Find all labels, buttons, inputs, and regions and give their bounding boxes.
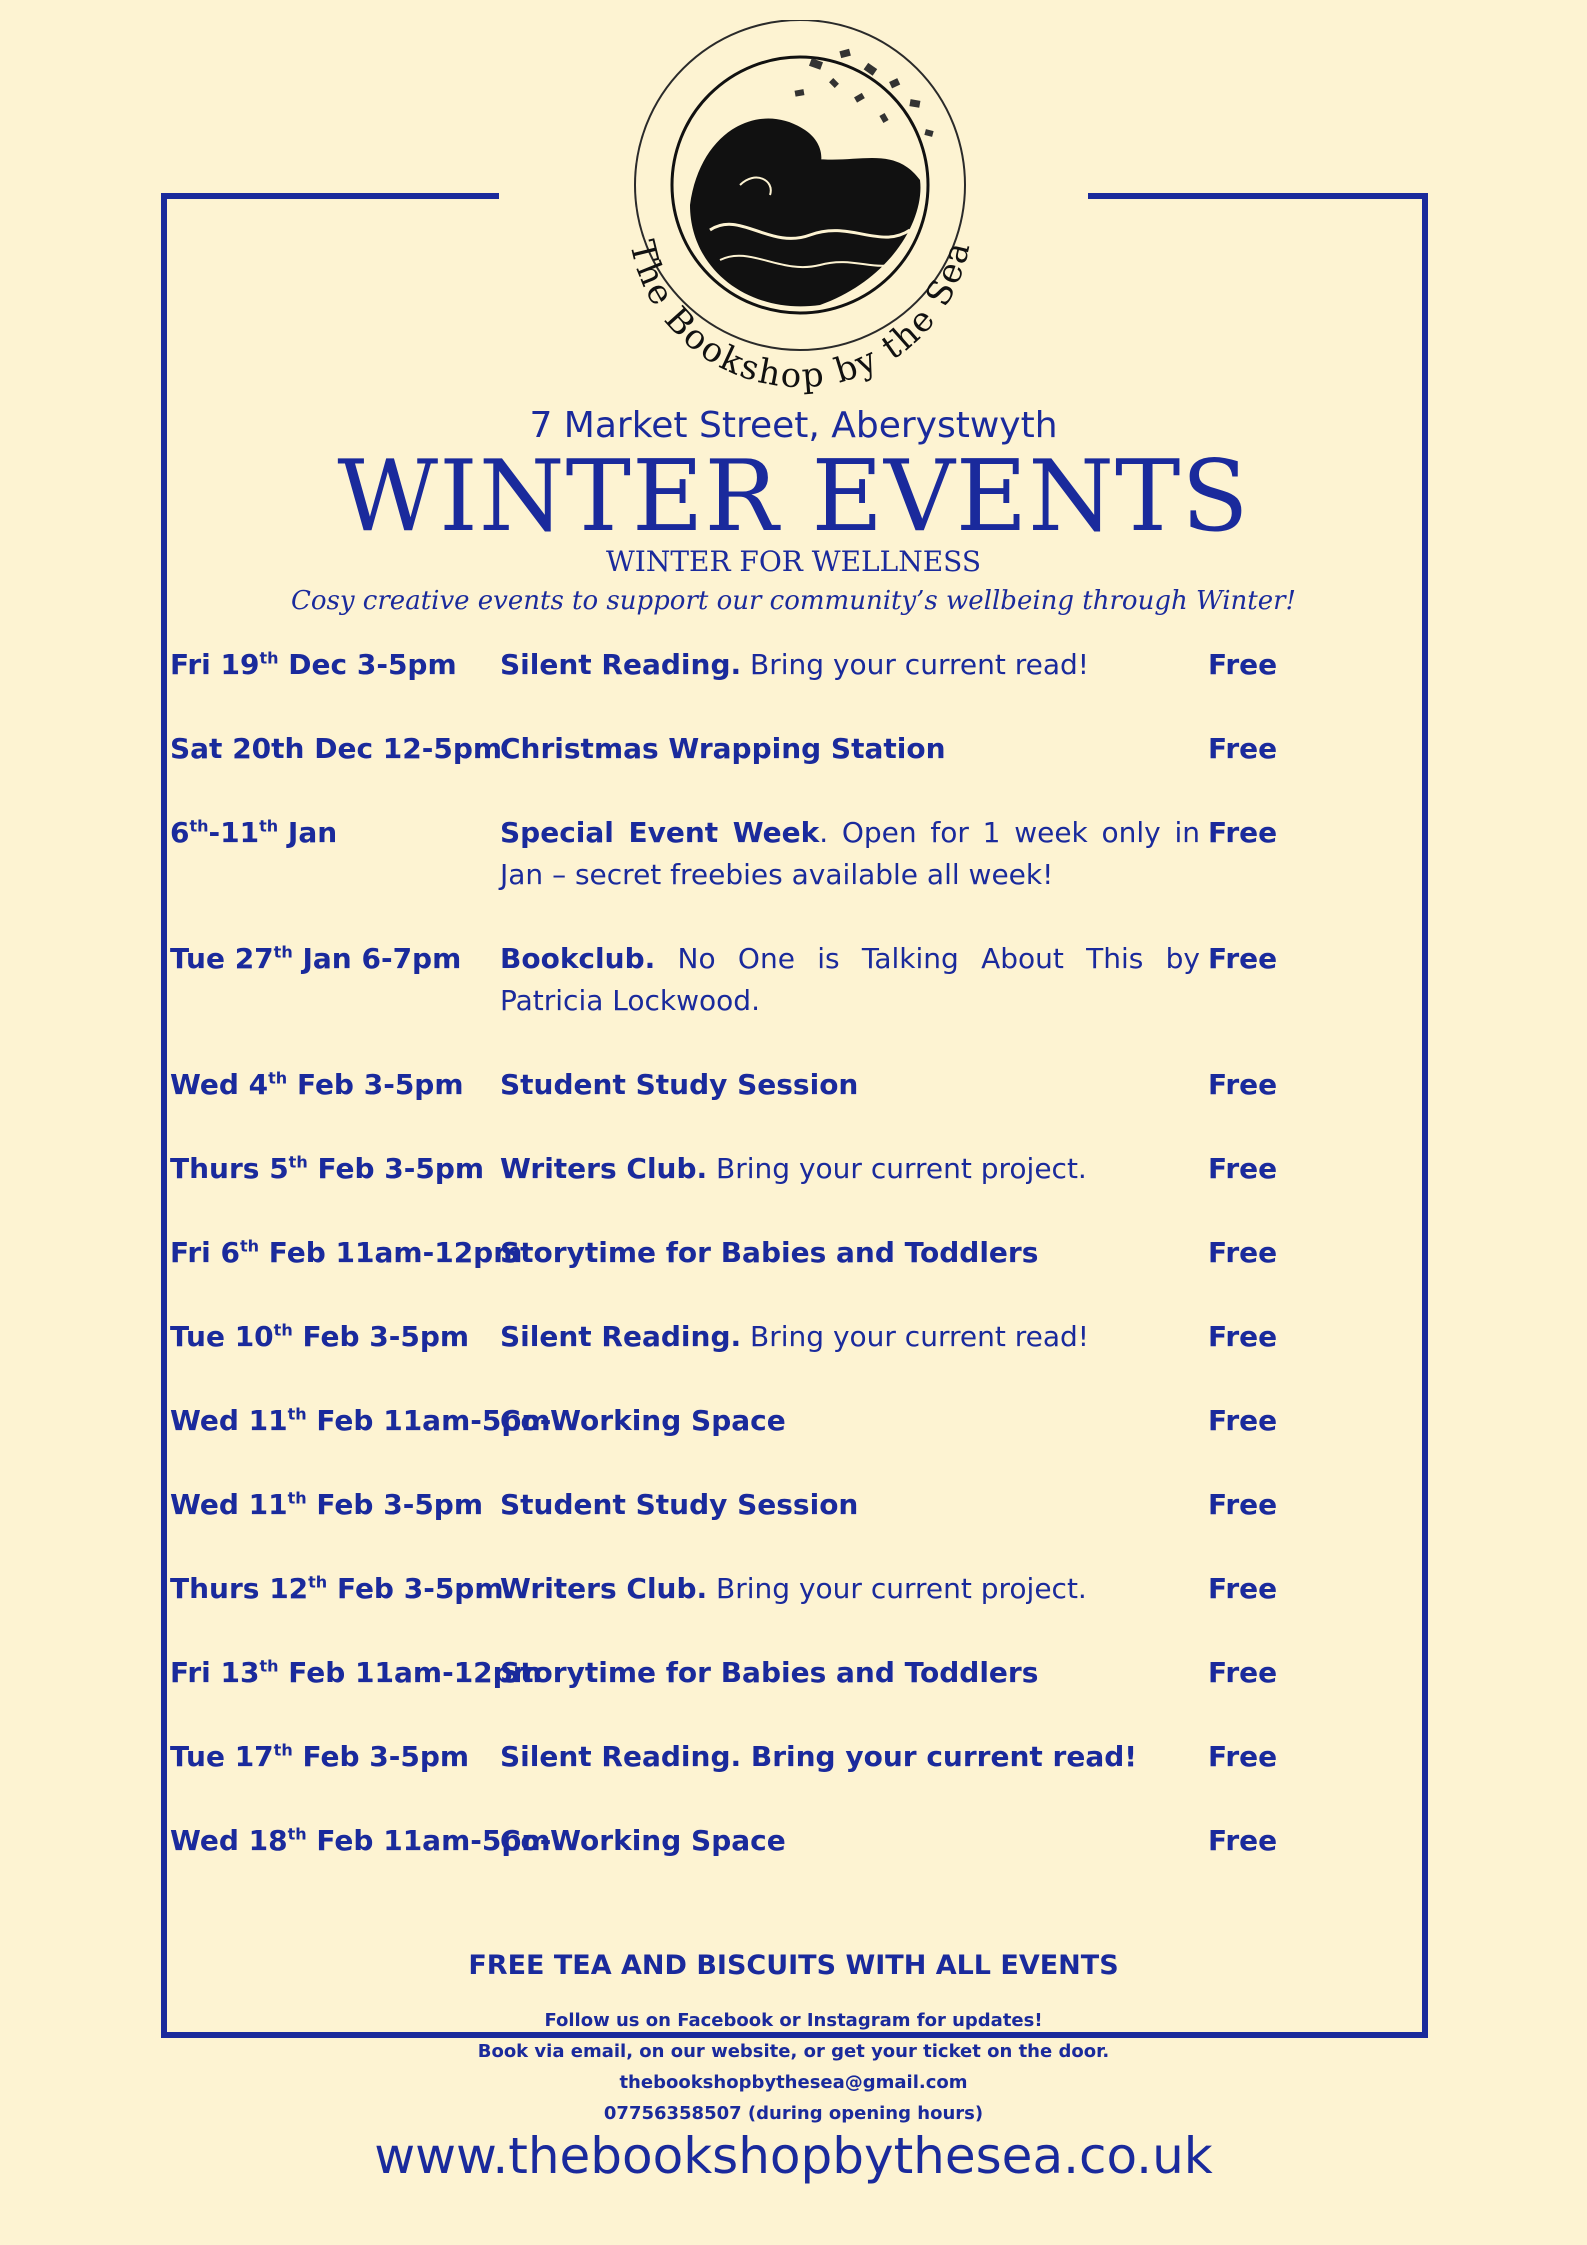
event-date: Wed 4th Feb 3-5pm: [170, 1068, 464, 1101]
event-date: 6th-11th Jan: [170, 816, 338, 849]
event-description: Storytime for Babies and Toddlers: [500, 1236, 1039, 1269]
event-date: Thurs 12th Feb 3-5pm: [170, 1572, 504, 1605]
event-date: Tue 27th Jan 6-7pm: [170, 942, 462, 975]
event-date: Fri 19th Dec 3-5pm: [170, 648, 457, 681]
event-description: Co-Working Space: [500, 1824, 786, 1857]
website-link[interactable]: www.thebookshopbythesea.co.uk: [374, 2127, 1213, 2185]
event-date: Wed 18th Feb 11am-5pm: [170, 1824, 551, 1857]
email-link[interactable]: thebookshopbythesea@gmail.com: [619, 2072, 968, 2093]
subtitle: WINTER FOR WELLNESS: [605, 545, 982, 578]
frame-top-right: [1088, 193, 1428, 199]
event-description: Writers Club. Bring your current project.: [500, 1152, 1087, 1185]
page-title: WINTER EVENTS: [337, 440, 1250, 554]
event-date: Thurs 5th Feb 3-5pm: [170, 1152, 485, 1185]
event-price: Free: [1208, 1152, 1278, 1185]
event-date: Wed 11th Feb 3-5pm: [170, 1488, 484, 1521]
event-price: Free: [1208, 1320, 1278, 1353]
event-price: Free: [1208, 1068, 1278, 1101]
booking-text: Book via email, on our website, or get your ticket on the door.: [477, 2041, 1110, 2062]
event-date: Tue 10th Feb 3-5pm: [170, 1320, 470, 1353]
event-price: Free: [1208, 648, 1278, 681]
event-description: Student Study Session: [500, 1068, 859, 1101]
address: 7 Market Street, Aberystwyth: [529, 405, 1058, 446]
event-description: Silent Reading. Bring your current read!: [500, 1740, 1138, 1773]
frame-bottom: [161, 2032, 1428, 2038]
frame-top-left: [161, 193, 499, 199]
event-description: Writers Club. Bring your current project.: [500, 1572, 1087, 1605]
event-date: Fri 6th Feb 11am-12pm: [170, 1236, 523, 1269]
event-description: Silent Reading. Bring your current read!: [500, 1320, 1089, 1353]
event-price: Free: [1208, 1488, 1278, 1521]
event-price: Free: [1208, 732, 1278, 765]
event-price: Free: [1208, 1740, 1278, 1773]
event-description: Christmas Wrapping Station: [500, 732, 946, 765]
event-description: Co-Working Space: [500, 1404, 786, 1437]
event-description: Bookclub. No One is Talking About This by Patricia Lockwood.: [500, 942, 1200, 1017]
event-price: Free: [1208, 1572, 1278, 1605]
event-price: Free: [1208, 942, 1278, 975]
follow-text: Follow us on Facebook or Instagram for updates!: [544, 2010, 1043, 2031]
event-description: Student Study Session: [500, 1488, 859, 1521]
event-price: Free: [1208, 1236, 1278, 1269]
event-price: Free: [1208, 816, 1278, 849]
phone-number[interactable]: 07756358507 (during opening hours): [603, 2103, 984, 2124]
event-price: Free: [1208, 1404, 1278, 1437]
event-date: Sat 20th Dec 12-5pm: [170, 732, 503, 765]
tagline: Cosy creative events to support our community’s wellbeing through Winter!: [290, 586, 1297, 616]
event-description: Special Event Week. Open for 1 week only in Jan – secret freebies available all week!: [500, 816, 1200, 891]
event-price: Free: [1208, 1656, 1278, 1689]
event-price: Free: [1208, 1824, 1278, 1857]
event-date: Wed 11th Feb 11am-5pm: [170, 1404, 551, 1437]
event-date: Fri 13th Feb 11am-12pm: [170, 1656, 542, 1689]
logo-text: The Bookshop by the Sea: [621, 236, 979, 397]
event-description: Storytime for Babies and Toddlers: [500, 1656, 1039, 1689]
bookshop-logo: [590, 20, 1010, 400]
event-description: Silent Reading. Bring your current read!: [500, 648, 1089, 681]
tea-banner: FREE TEA AND BISCUITS WITH ALL EVENTS: [468, 1950, 1119, 1981]
event-date: Tue 17th Feb 3-5pm: [170, 1740, 470, 1773]
